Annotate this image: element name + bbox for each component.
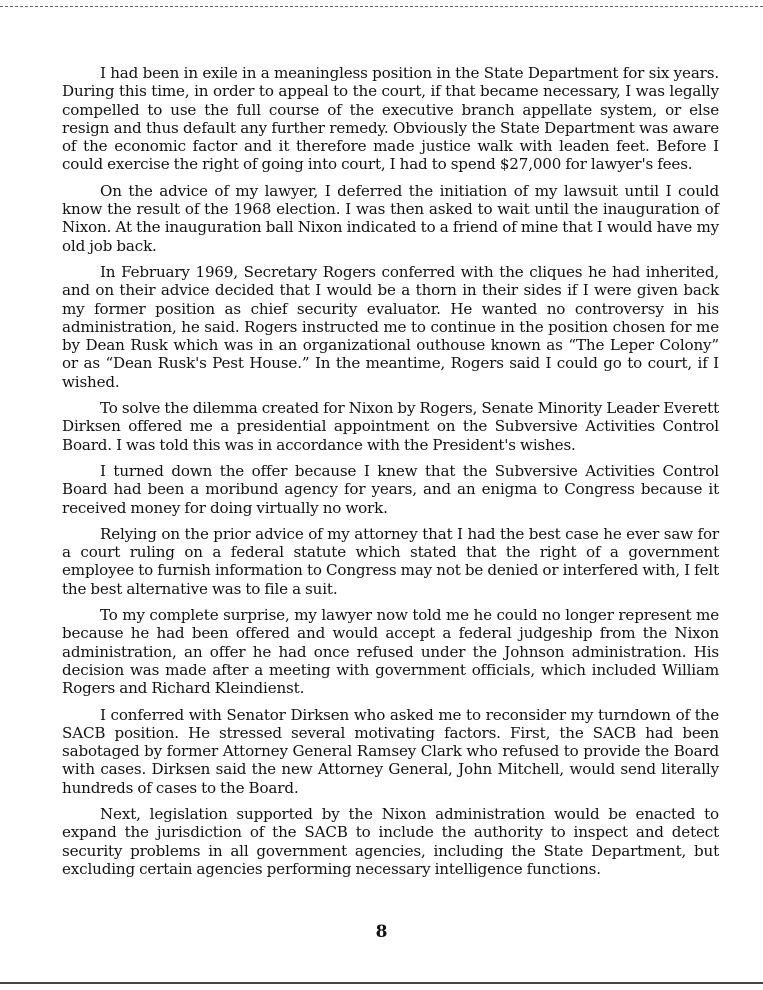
paragraph-7: To my complete surprise, my lawyer now told me he could no longer represent me because he had been offered and would accept a federal judgeship from the Nixon administration, an offer he had once refused under the Johnson administration. His decision was made after a meeting with government officials, which included William Rogers and Richard Kleindienst. — [62, 606, 719, 698]
page-body — [62, 64, 719, 886]
bottom-border-line — [0, 982, 763, 984]
paragraph-1: I had been in exile in a meaningless position in the State Department for six years. During this time, in order to appeal to the court, if that became necessary, I was legally compelled to use the full course of the executive branch appellate system, or else resign and thus default any further remedy. Obviously the State Department was aware of the economic factor and it therefore made justice walk with leaden feet. Before I could exercise the right of going into court, I had to spend $27,000 for lawyer's fees. — [62, 64, 719, 174]
paragraph-5: I turned down the offer because I knew that the Subversive Activities Control Board had been a moribund agency for years, and an enigma to Congress because it received money for doing virtually no work. — [62, 461, 719, 517]
paragraph-4: To solve the dilemma created for Nixon by Rogers, Senate Minority Leader Everett Dirksen offered me a presidential appointment on the Subversive Activities Control Board. I was told this was in accordance with the President's wishes. — [62, 399, 720, 454]
paragraph-2: On the advice of my lawyer, I deferred the initiation of my lawsuit until I could know the result of the 1968 election. I was then asked to wait until the inauguration of Nixon. At the inauguration ball Nixon indicated to a friend of mine that I would have my old job back. — [62, 181, 719, 255]
paragraph-3: In February 1969, Secretary Rogers conferred with the cliques he had inherited, and on their advice decided that I would be a thorn in their sides if I were given back my former position as chief security evaluator. He wanted no controversy in his administration, he said. Rogers instructed me to continue in the position chosen for me by Dean Rusk which was in an organizational outhouse known as “The Leper Colony” or as “Dean Rusk's Pest House.” In the meantime, Rogers said I could go to court, if I wished. — [62, 262, 719, 391]
paragraph-6: Relying on the prior advice of my attorney that I had the best case he ever saw for a court ruling on a federal statute which stated that the right of a government employee to furnish information to Congress may not be denied or interfered with, I felt the best alternative was to file a suit. — [62, 524, 719, 598]
top-border-line — [0, 6, 763, 7]
paragraph-9: Next, legislation supported by the Nixon administration would be enacted to expand the jurisdiction of the SACB to include the authority to inspect and detect security problems in all government agencies, including the State Department, but excluding certain agencies performing necessary intelligence functions. — [62, 804, 719, 878]
page-number: 8 — [375, 922, 388, 942]
paragraph-8: I conferred with Senator Dirksen who asked me to reconsider my turndown of the SACB position. He stressed several motivating factors. First, the SACB had been sabotaged by former Attorney General Ramsey Clark who refused to provide the Board with cases. Dirksen said the new Attorney General, John Mitchell, would send literally hundreds of cases to the Board. — [62, 705, 719, 797]
